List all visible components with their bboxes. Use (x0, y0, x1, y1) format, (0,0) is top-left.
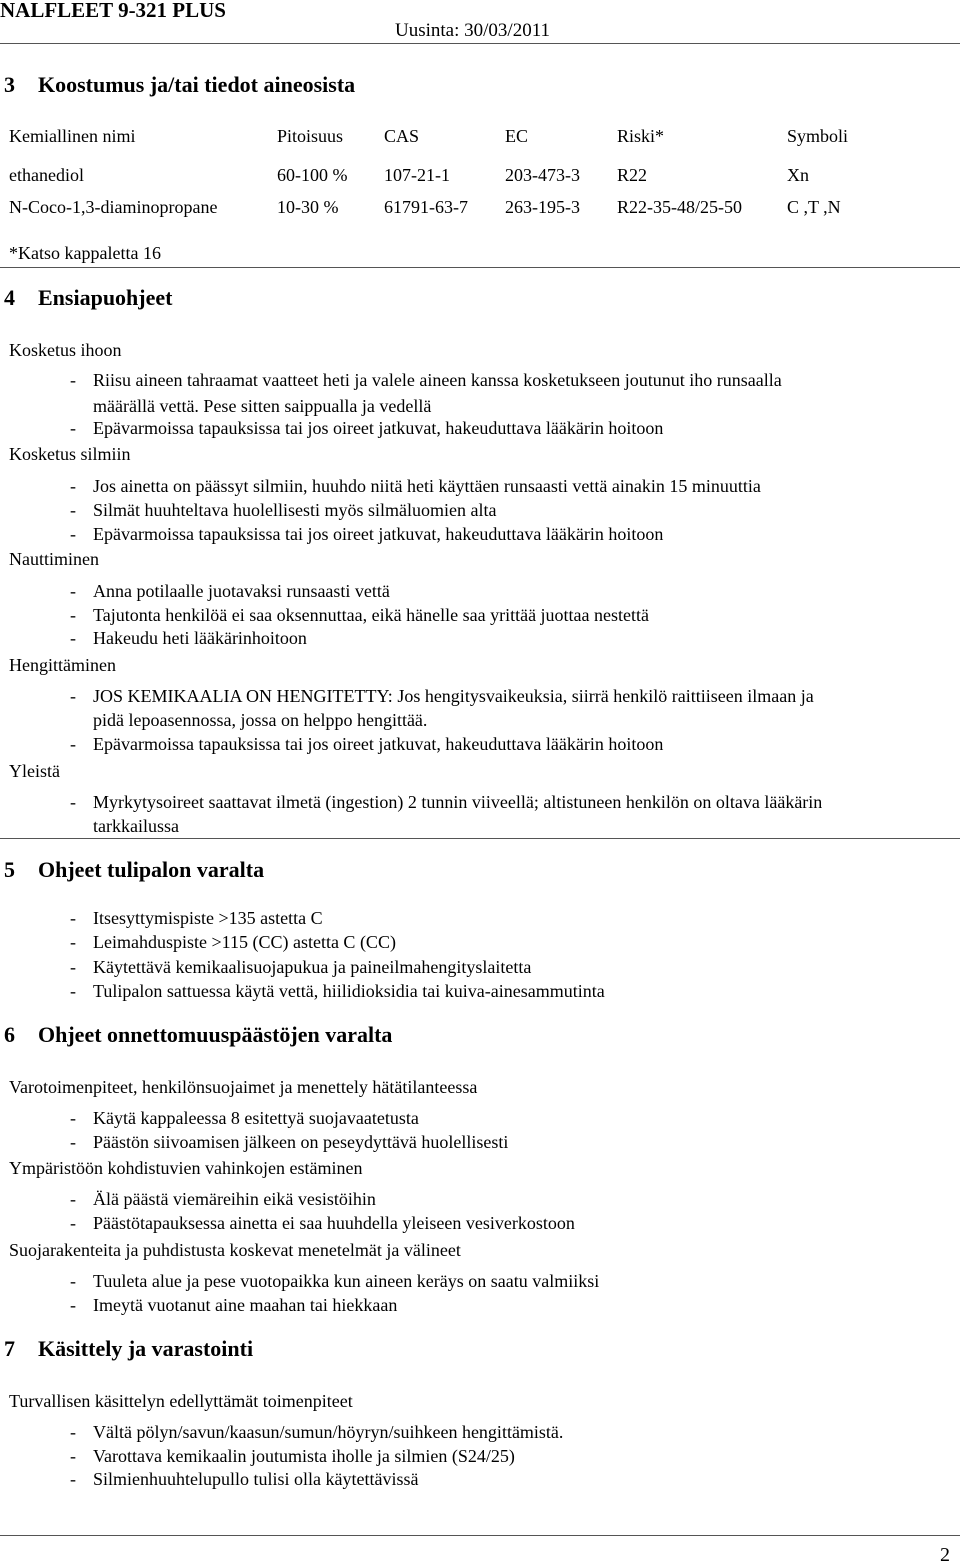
bullet-dash: - (70, 1271, 76, 1291)
column-header-concentration: Pitoisuus (277, 126, 344, 146)
column-header-symbol: Symboli (787, 126, 849, 146)
bullet-dash: - (70, 605, 76, 625)
header-rule (0, 43, 960, 44)
column-header-cas: CAS (384, 126, 420, 146)
section-5-title: Ohjeet tulipalon varalta (38, 857, 265, 882)
column-header-ec: EC (505, 126, 529, 146)
table-cell: N-Coco-1,3-diaminopropane (9, 197, 218, 217)
list-item: Epävarmoissa tapauksissa tai jos oireet jatkuvat, hakeuduttava lääkärin hoitoon (93, 734, 664, 754)
bullet-dash: - (70, 686, 76, 706)
list-item: Päästön siivoamisen jälkeen on peseydyttävä huolellisesti (93, 1132, 509, 1152)
bullet-dash: - (70, 1132, 76, 1152)
general-label: Yleistä (9, 761, 60, 781)
list-item: Silmienhuuhtelupullo tulisi olla käytettävissä (93, 1469, 419, 1489)
list-item: Päästötapauksessa ainetta ei saa huuhdella yleiseen vesiverkostoon (93, 1213, 575, 1233)
table-cell: 107-21-1 (384, 165, 450, 185)
list-item: Tulipalon sattuessa käytä vettä, hiilidioksidia tai kuiva-ainesammutinta (93, 981, 605, 1001)
bullet-dash: - (70, 932, 76, 952)
list-item: Leimahduspiste >115 (CC) astetta C (CC) (93, 932, 396, 952)
bullet-dash: - (70, 476, 76, 496)
composition-note: *Katso kappaletta 16 (9, 243, 161, 263)
list-item-continuation: määrällä vettä. Pese sitten saippualla ja vedellä (93, 396, 432, 416)
list-item: Epävarmoissa tapauksissa tai jos oireet jatkuvat, hakeuduttava lääkärin hoitoon (93, 524, 664, 544)
column-header-name: Kemiallinen nimi (9, 126, 136, 146)
bullet-dash: - (70, 1295, 76, 1315)
bullet-dash: - (70, 370, 76, 390)
footer-rule (0, 1535, 960, 1536)
bullet-dash: - (70, 981, 76, 1001)
bullet-dash: - (70, 908, 76, 928)
list-item: Jos ainetta on päässyt silmiin, huuhdo niitä heti käyttäen runsaasti vettä ainakin 15 minuuttia (93, 476, 761, 496)
section-6-title: Ohjeet onnettomuuspäästöjen varalta (38, 1022, 393, 1047)
bullet-dash: - (70, 1422, 76, 1442)
section-6-heading (4, 1022, 392, 1048)
list-item: JOS KEMIKAALIA ON HENGITETTY: Jos hengitysvaikeuksia, siirrä henkilö raittiiseen ilmaan ja (93, 686, 814, 706)
list-item: Tajutonta henkilöä ei saa oksennuttaa, eikä hänelle saa yrittää juottaa nestettä (93, 605, 650, 625)
list-item: Anna potilaalle juotavaksi runsaasti vettä (93, 581, 390, 601)
bullet-dash: - (70, 1213, 76, 1233)
section-3-title: Koostumus ja/tai tiedot aineosista (38, 72, 356, 97)
bullet-dash: - (70, 524, 76, 544)
list-item: Vältä pölyn/savun/kaasun/sumun/höyryn/suihkeen hengittämistä. (93, 1422, 564, 1442)
bullet-dash: - (70, 500, 76, 520)
list-item: Riisu aineen tahraamat vaatteet heti ja valele aineen kanssa kosketukseen joutunut iho runsaalla (93, 370, 782, 390)
section-divider (0, 838, 960, 839)
section-divider (0, 267, 960, 268)
table-cell: R22-35-48/25-50 (617, 197, 742, 217)
section-4-heading (4, 285, 172, 311)
bullet-dash: - (70, 957, 76, 977)
safe-handling-label: Turvallisen käsittelyn edellyttämät toimenpiteet (9, 1391, 353, 1411)
list-item: Itsesyttymispiste >135 astetta C (93, 908, 323, 928)
list-item: Imeytä vuotanut aine maahan tai hiekkaan (93, 1295, 398, 1315)
list-item: Epävarmoissa tapauksissa tai jos oireet jatkuvat, hakeuduttava lääkärin hoitoon (93, 418, 664, 438)
table-cell: R22 (617, 165, 648, 185)
page-number: 2 (940, 1544, 950, 1566)
section-4-number: 4 (4, 285, 15, 310)
table-cell: ethanediol (9, 165, 84, 185)
precautions-label: Varotoimenpiteet, henkilönsuojaimet ja menettely hätätilanteessa (9, 1077, 478, 1097)
section-5-number: 5 (4, 857, 15, 882)
section-5-heading (4, 857, 264, 883)
section-7-heading (4, 1336, 253, 1362)
list-item: Myrkytysoireet saattavat ilmetä (ingestion) 2 tunnin viiveellä; altistuneen henkilön on oltava lääkärin (93, 792, 823, 812)
bullet-dash: - (70, 628, 76, 648)
bullet-dash: - (70, 581, 76, 601)
revision-date: Uusinta: 30/03/2011 (395, 20, 550, 41)
table-cell: Xn (787, 165, 809, 185)
table-cell: 263-195-3 (505, 197, 580, 217)
list-item: Tuuleta alue ja pese vuotopaikka kun aineen keräys on saatu valmiiksi (93, 1271, 600, 1291)
section-3-heading (4, 72, 355, 98)
section-6-number: 6 (4, 1022, 15, 1047)
environmental-label: Ympäristöön kohdistuvien vahinkojen estäminen (9, 1158, 363, 1178)
bullet-dash: - (70, 734, 76, 754)
bullet-dash: - (70, 418, 76, 438)
table-cell: 203-473-3 (505, 165, 580, 185)
skin-contact-label: Kosketus ihoon (9, 340, 122, 360)
table-cell: 10-30 % (277, 197, 339, 217)
section-4-title: Ensiapuohjeet (38, 285, 173, 310)
cleanup-label: Suojarakenteita ja puhdistusta koskevat menetelmät ja välineet (9, 1240, 461, 1260)
inhalation-label: Hengittäminen (9, 655, 116, 675)
bullet-dash: - (70, 1446, 76, 1466)
list-item-continuation: tarkkailussa (93, 816, 179, 836)
bullet-dash: - (70, 1108, 76, 1128)
list-item: Käytettävä kemikaalisuojapukua ja paineilmahengityslaitetta (93, 957, 532, 977)
ingestion-label: Nauttiminen (9, 549, 99, 569)
table-cell: 60-100 % (277, 165, 348, 185)
section-3-number: 3 (4, 72, 15, 97)
list-item: Hakeudu heti lääkärinhoitoon (93, 628, 307, 648)
eye-contact-label: Kosketus silmiin (9, 444, 131, 464)
section-7-number: 7 (4, 1336, 15, 1361)
column-header-risk: Riski* (617, 126, 665, 146)
list-item: Varottava kemikaalin joutumista iholle ja silmien (S24/25) (93, 1446, 515, 1466)
list-item: Silmät huuhteltava huolellisesti myös silmäluomien alta (93, 500, 497, 520)
bullet-dash: - (70, 1189, 76, 1209)
list-item: Käytä kappaleessa 8 esitettyä suojavaatetusta (93, 1108, 419, 1128)
document-title: NALFLEET 9-321 PLUS (0, 0, 226, 22)
section-7-title: Käsittely ja varastointi (38, 1336, 254, 1361)
bullet-dash: - (70, 792, 76, 812)
table-cell: C ,T ,N (787, 197, 841, 217)
bullet-dash: - (70, 1469, 76, 1489)
list-item-continuation: pidä lepoasennossa, jossa on helppo hengittää. (93, 710, 428, 730)
list-item: Älä päästä viemäreihin eikä vesistöihin (93, 1189, 376, 1209)
table-cell: 61791-63-7 (384, 197, 468, 217)
